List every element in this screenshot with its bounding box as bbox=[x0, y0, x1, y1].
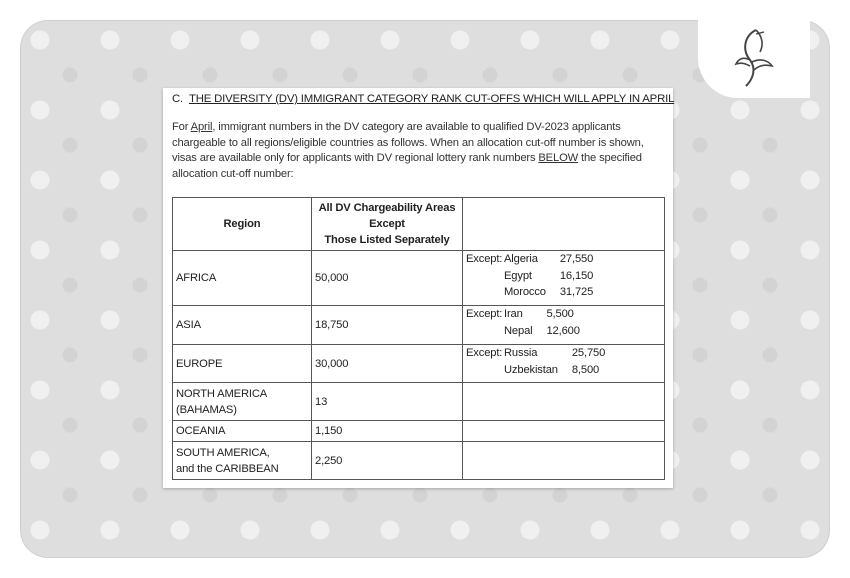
exceptions-cell bbox=[463, 421, 665, 442]
para-text-2: , immigrant numbers in the DV category are available to qualified DV-2023 applicants chargeable to all regions/eligible countries as follows. When an allocation cut-off number is shown, visas are available only for applicants with DV regional lottery rank numbers bbox=[172, 121, 644, 164]
exception-value: 27,550 bbox=[559, 253, 594, 265]
bird-feather-logo-icon bbox=[734, 26, 774, 90]
exceptions-cell bbox=[463, 251, 665, 306]
except-label: Except: bbox=[466, 308, 503, 320]
exception-country: Algeria bbox=[504, 253, 538, 265]
cutoff-cell: 18,750 bbox=[312, 306, 463, 345]
header-all-areas-line2: Except bbox=[369, 218, 405, 230]
header-all-areas-line3: Those Listed Separately bbox=[324, 234, 450, 246]
cutoff-cell: 50,000 bbox=[312, 251, 463, 306]
region-cell: OCEANIA bbox=[173, 421, 312, 442]
exception-country: Nepal bbox=[504, 324, 533, 337]
cutoff-cell: 13 bbox=[312, 383, 463, 421]
region-cell: ASIA bbox=[173, 306, 312, 345]
exceptions-cell bbox=[463, 383, 665, 421]
exception-value: 31,725 bbox=[559, 286, 594, 298]
table-header-row bbox=[173, 198, 665, 251]
region-line2: and the CARIBBEAN bbox=[176, 462, 279, 475]
exception-value: 5,500 bbox=[546, 308, 574, 320]
exception-value: 8,500 bbox=[571, 363, 600, 376]
exception-value: 12,600 bbox=[546, 324, 580, 337]
below-emphasis: BELOW bbox=[538, 152, 579, 164]
table-row bbox=[173, 442, 665, 480]
section-label: C. bbox=[172, 93, 183, 105]
exception-country: Russia bbox=[504, 347, 538, 359]
intro-paragraph bbox=[172, 120, 662, 182]
region-line2: (BAHAMAS) bbox=[176, 403, 237, 416]
cutoff-cell: 30,000 bbox=[312, 345, 463, 383]
header-all-areas bbox=[312, 198, 463, 251]
exceptions-cell bbox=[463, 345, 665, 383]
header-exceptions bbox=[463, 198, 665, 251]
exception-country: Uzbekistan bbox=[504, 363, 558, 376]
document-page bbox=[163, 88, 673, 488]
month-link[interactable]: April bbox=[190, 121, 213, 133]
table-row bbox=[173, 345, 665, 383]
except-label: Except: bbox=[466, 253, 503, 265]
exception-country: Morocco bbox=[504, 286, 546, 298]
header-region: Region bbox=[173, 198, 312, 251]
region-cell bbox=[173, 383, 312, 421]
region-line1: SOUTH AMERICA, bbox=[176, 446, 270, 459]
exception-country: Iran bbox=[504, 308, 523, 320]
exception-country: Egypt bbox=[504, 269, 532, 282]
para-text-3: the specified allocation cut-off number: bbox=[172, 152, 642, 180]
table-row bbox=[173, 421, 665, 442]
table-row bbox=[173, 306, 665, 345]
section-title: THE DIVERSITY (DV) IMMIGRANT CATEGORY RANK CUT-OFFS WHICH WILL APPLY IN APRIL bbox=[188, 93, 675, 105]
exception-value: 25,750 bbox=[571, 347, 606, 359]
region-line1: NORTH AMERICA bbox=[176, 387, 268, 400]
section-heading bbox=[172, 93, 674, 105]
exceptions-cell bbox=[463, 306, 665, 345]
exception-value: 16,150 bbox=[559, 269, 594, 282]
region-cell: EUROPE bbox=[173, 345, 312, 383]
cutoff-cell: 1,150 bbox=[312, 421, 463, 442]
para-text-1: For bbox=[172, 121, 191, 133]
cutoff-cell: 2,250 bbox=[312, 442, 463, 480]
cutoff-table bbox=[172, 197, 665, 480]
region-cell bbox=[173, 442, 312, 480]
table-row bbox=[173, 251, 665, 306]
table-row bbox=[173, 383, 665, 421]
exceptions-cell bbox=[463, 442, 665, 480]
region-cell: AFRICA bbox=[173, 251, 312, 306]
logo-tab bbox=[698, 20, 810, 98]
header-all-areas-line1: All DV Chargeability Areas bbox=[318, 202, 456, 214]
except-label: Except: bbox=[466, 347, 503, 359]
